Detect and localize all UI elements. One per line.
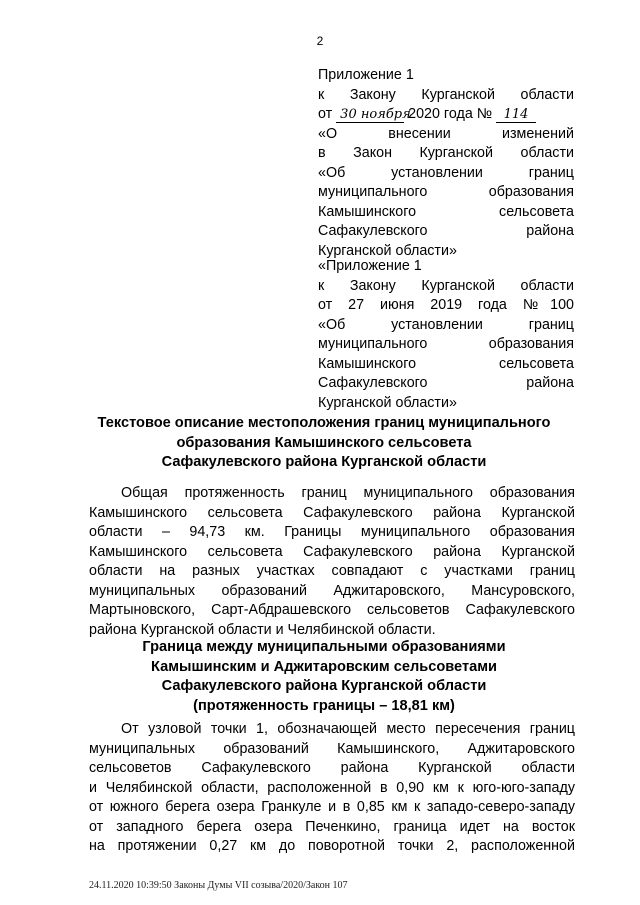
paragraph-line: области – 94,73 км. Границы муниципального образования — [89, 524, 575, 540]
boundary-description-paragraph — [89, 720, 575, 857]
section-title-line: Текстовое описание местоположения границ муниципального — [97, 415, 551, 431]
paragraph-line: на протяжении 0,27 км до поворотной точки 2, расположенной — [89, 838, 575, 854]
appendix-title: «Приложение 1 — [318, 258, 422, 274]
appendix-line: Сафакулевского района — [318, 375, 574, 391]
appendix-original-block — [318, 257, 574, 413]
paragraph-line: Общая протяженность границ муниципального образования — [121, 485, 575, 501]
appendix-current-block — [318, 66, 574, 261]
appendix-title: Приложение 1 — [318, 67, 414, 83]
section-title-line: образования Камышинского сельсовета — [176, 434, 472, 451]
appendix-line: «Об установлении границ — [318, 316, 574, 333]
paragraph-line: области на разных участках совпадают с участками границ — [89, 563, 575, 579]
appendix-date-prefix: от — [318, 106, 333, 122]
appendix-line: Камышинского сельсовета — [318, 203, 574, 220]
document-footer-stamp: 24.11.2020 10:39:50 Законы Думы VII созыва/2020/Закон 107 — [89, 880, 348, 891]
appendix-line: «Об установлении границ — [318, 164, 574, 181]
subsection-title — [84, 638, 564, 716]
section-title-line: Сафакулевского района Курганской области — [161, 454, 487, 470]
subsection-title-line: Камышинским и Аджитаровским сельсоветами — [151, 658, 497, 675]
handwritten-date: 30 ноября — [336, 108, 404, 123]
appendix-line: Курганской области» — [318, 394, 457, 411]
appendix-date-line: от 27 июня 2019 года №100 — [318, 297, 574, 313]
appendix-line: Сафакулевского района — [318, 223, 574, 239]
subsection-title-line: Граница между муниципальными образованиями — [142, 639, 506, 655]
paragraph-line: от южного берега озера Гранкуле и в 0,85 км к западо-северо-западу — [89, 799, 575, 815]
appendix-law-ref: к Закону Курганской области — [318, 86, 574, 103]
paragraph-line: от западного берега озера Печенкино, граница идет на восток — [89, 818, 575, 835]
overview-paragraph — [89, 484, 575, 640]
appendix-line: муниципального образования — [318, 184, 574, 200]
appendix-line: «О внесении изменений — [318, 125, 574, 142]
appendix-line: в Закон Курганской области — [318, 145, 574, 161]
paragraph-line: сельсоветов Сафакулевского района Курганской области — [89, 760, 575, 776]
page-number: 2 — [316, 34, 324, 48]
paragraph-line: Камышинского сельсовета Сафакулевского района Курганской — [89, 543, 575, 560]
paragraph-line: Камышинского сельсовета Сафакулевского района Курганской — [89, 504, 575, 521]
paragraph-line: муниципальных образований Аджитаровского, Мансуровского, — [89, 582, 575, 599]
handwritten-law-number: 114 — [496, 108, 536, 123]
subsection-title-line: (протяженность границы – 18,81 км) — [193, 697, 455, 714]
subsection-title-line: Сафакулевского района Курганской области — [161, 678, 487, 694]
paragraph-line: муниципальных образований Камышинского, Аджитаровского — [89, 740, 575, 757]
paragraph-line: Мартыновского, Сарт-Абдрашевского сельсоветов Сафакулевского — [89, 602, 575, 618]
paragraph-line: От узловой точки 1, обозначающей место пересечения границ — [121, 721, 575, 737]
paragraph-line: района Курганской области и Челябинской области. — [89, 621, 436, 638]
appendix-line: муниципального образования — [318, 336, 574, 352]
appendix-law-ref: к Закону Курганской области — [318, 277, 574, 294]
appendix-line: Камышинского сельсовета — [318, 355, 574, 372]
appendix-line: Курганской области» — [318, 242, 457, 259]
appendix-date-mid: 2020 года № — [408, 106, 493, 122]
paragraph-line: и Челябинской области, расположенной в 0,90 км к юго-юго-западу — [89, 779, 575, 796]
section-title — [84, 414, 564, 473]
appendix-date-line — [318, 105, 574, 125]
